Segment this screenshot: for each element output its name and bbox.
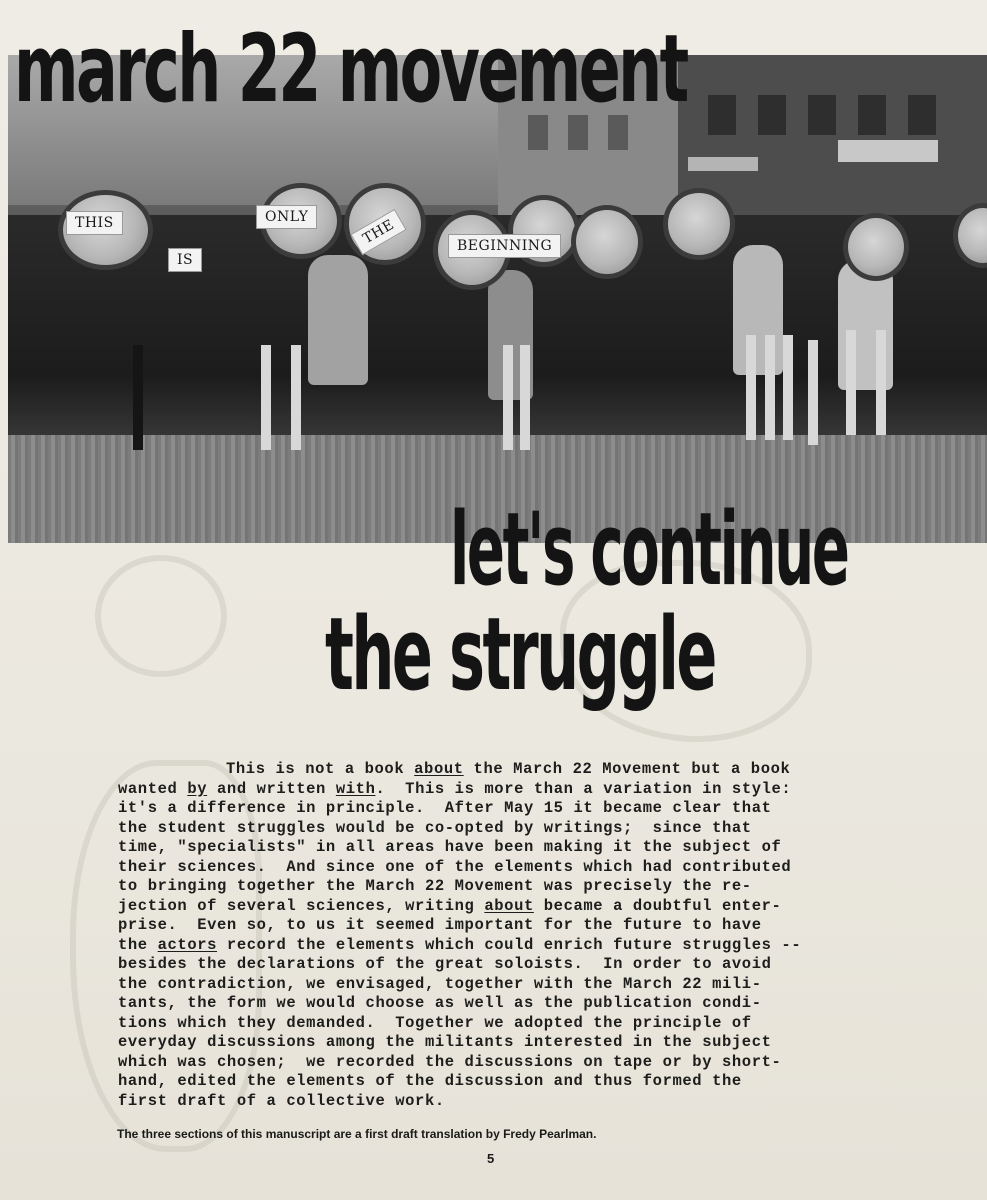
photo-shield — [571, 205, 643, 279]
photo-sign — [688, 157, 758, 171]
photo-leg — [846, 330, 856, 435]
placard-is: IS — [168, 248, 202, 272]
photo-leg — [765, 335, 775, 440]
body-line: the actors record the elements which could enrich future struggles -- — [118, 935, 802, 954]
body-line: hand, edited the elements of the discussion and thus formed the — [118, 1072, 742, 1090]
photo-leg dark — [133, 345, 143, 450]
headline-lets-continue: let's continue — [450, 490, 848, 608]
translation-credit: The three sections of this manuscript are a first draft translation by Fredy Pearlman. — [117, 1127, 597, 1141]
photo-leg — [808, 340, 818, 445]
placard-only: ONLY — [256, 205, 317, 229]
photo-leg — [783, 335, 793, 440]
show-through-circle — [95, 555, 227, 677]
placard-beginning: BEGINNING — [448, 234, 561, 258]
photo-window — [808, 95, 836, 135]
body-line: time, "specialists" in all areas have been making it the subject of — [118, 838, 782, 856]
body-line: their sciences. And since one of the elements which had contributed — [118, 857, 792, 876]
page-number: 5 — [487, 1151, 495, 1166]
photo-window — [758, 95, 786, 135]
photo-window — [708, 95, 736, 135]
photo-leg — [291, 345, 301, 450]
placard-this: THIS — [66, 211, 123, 235]
photo-figure — [733, 245, 783, 375]
photo-window — [908, 95, 936, 135]
photo-window — [858, 95, 886, 135]
body-line: to bringing together the March 22 Movement was precisely the re- — [118, 877, 752, 895]
body-line: it's a difference in principle. After May 15 it became clear that — [118, 799, 772, 817]
headline-march-22-movement: march 22 movement — [14, 14, 687, 124]
body-line: wanted by and written with. This is more than a variation in style: — [118, 779, 792, 798]
photo-leg — [261, 345, 271, 450]
placard-the: THE — [350, 209, 406, 255]
photo-leg — [503, 345, 513, 450]
body-line: jection of several sciences, writing about became a doubtful enter- — [118, 896, 782, 915]
body-line: prise. Even so, to us it seemed important for the future to have — [118, 916, 762, 934]
body-line: This is not a book about the March 22 Movement but a book — [226, 760, 791, 778]
photo-shield — [843, 213, 909, 281]
body-line: everyday discussions among the militants interested in the subject — [118, 1033, 772, 1051]
photo-leg — [520, 345, 530, 450]
body-line: tants, the form we would choose as well as the publication condi- — [118, 994, 762, 1012]
photo-figure — [308, 255, 368, 385]
photo-awning — [838, 140, 938, 162]
protest-photo — [8, 55, 987, 543]
headline-the-struggle: the struggle — [325, 595, 715, 713]
body-line: first draft of a collective work. — [118, 1091, 445, 1110]
body-line: which was chosen; we recorded the discussions on tape or by short- — [118, 1052, 782, 1071]
body-line: the contradiction, we envisaged, together with the March 22 mili- — [118, 974, 762, 993]
body-line: tions which they demanded. Together we adopted the principle of — [118, 1013, 752, 1032]
body-line: the student struggles would be co-opted by writings; since that — [118, 818, 752, 837]
body-line: besides the declarations of the great soloists. In order to avoid — [118, 955, 772, 973]
photo-leg — [876, 330, 886, 435]
photo-shield — [663, 188, 735, 260]
photo-leg — [746, 335, 756, 440]
body-text — [118, 760, 948, 1111]
